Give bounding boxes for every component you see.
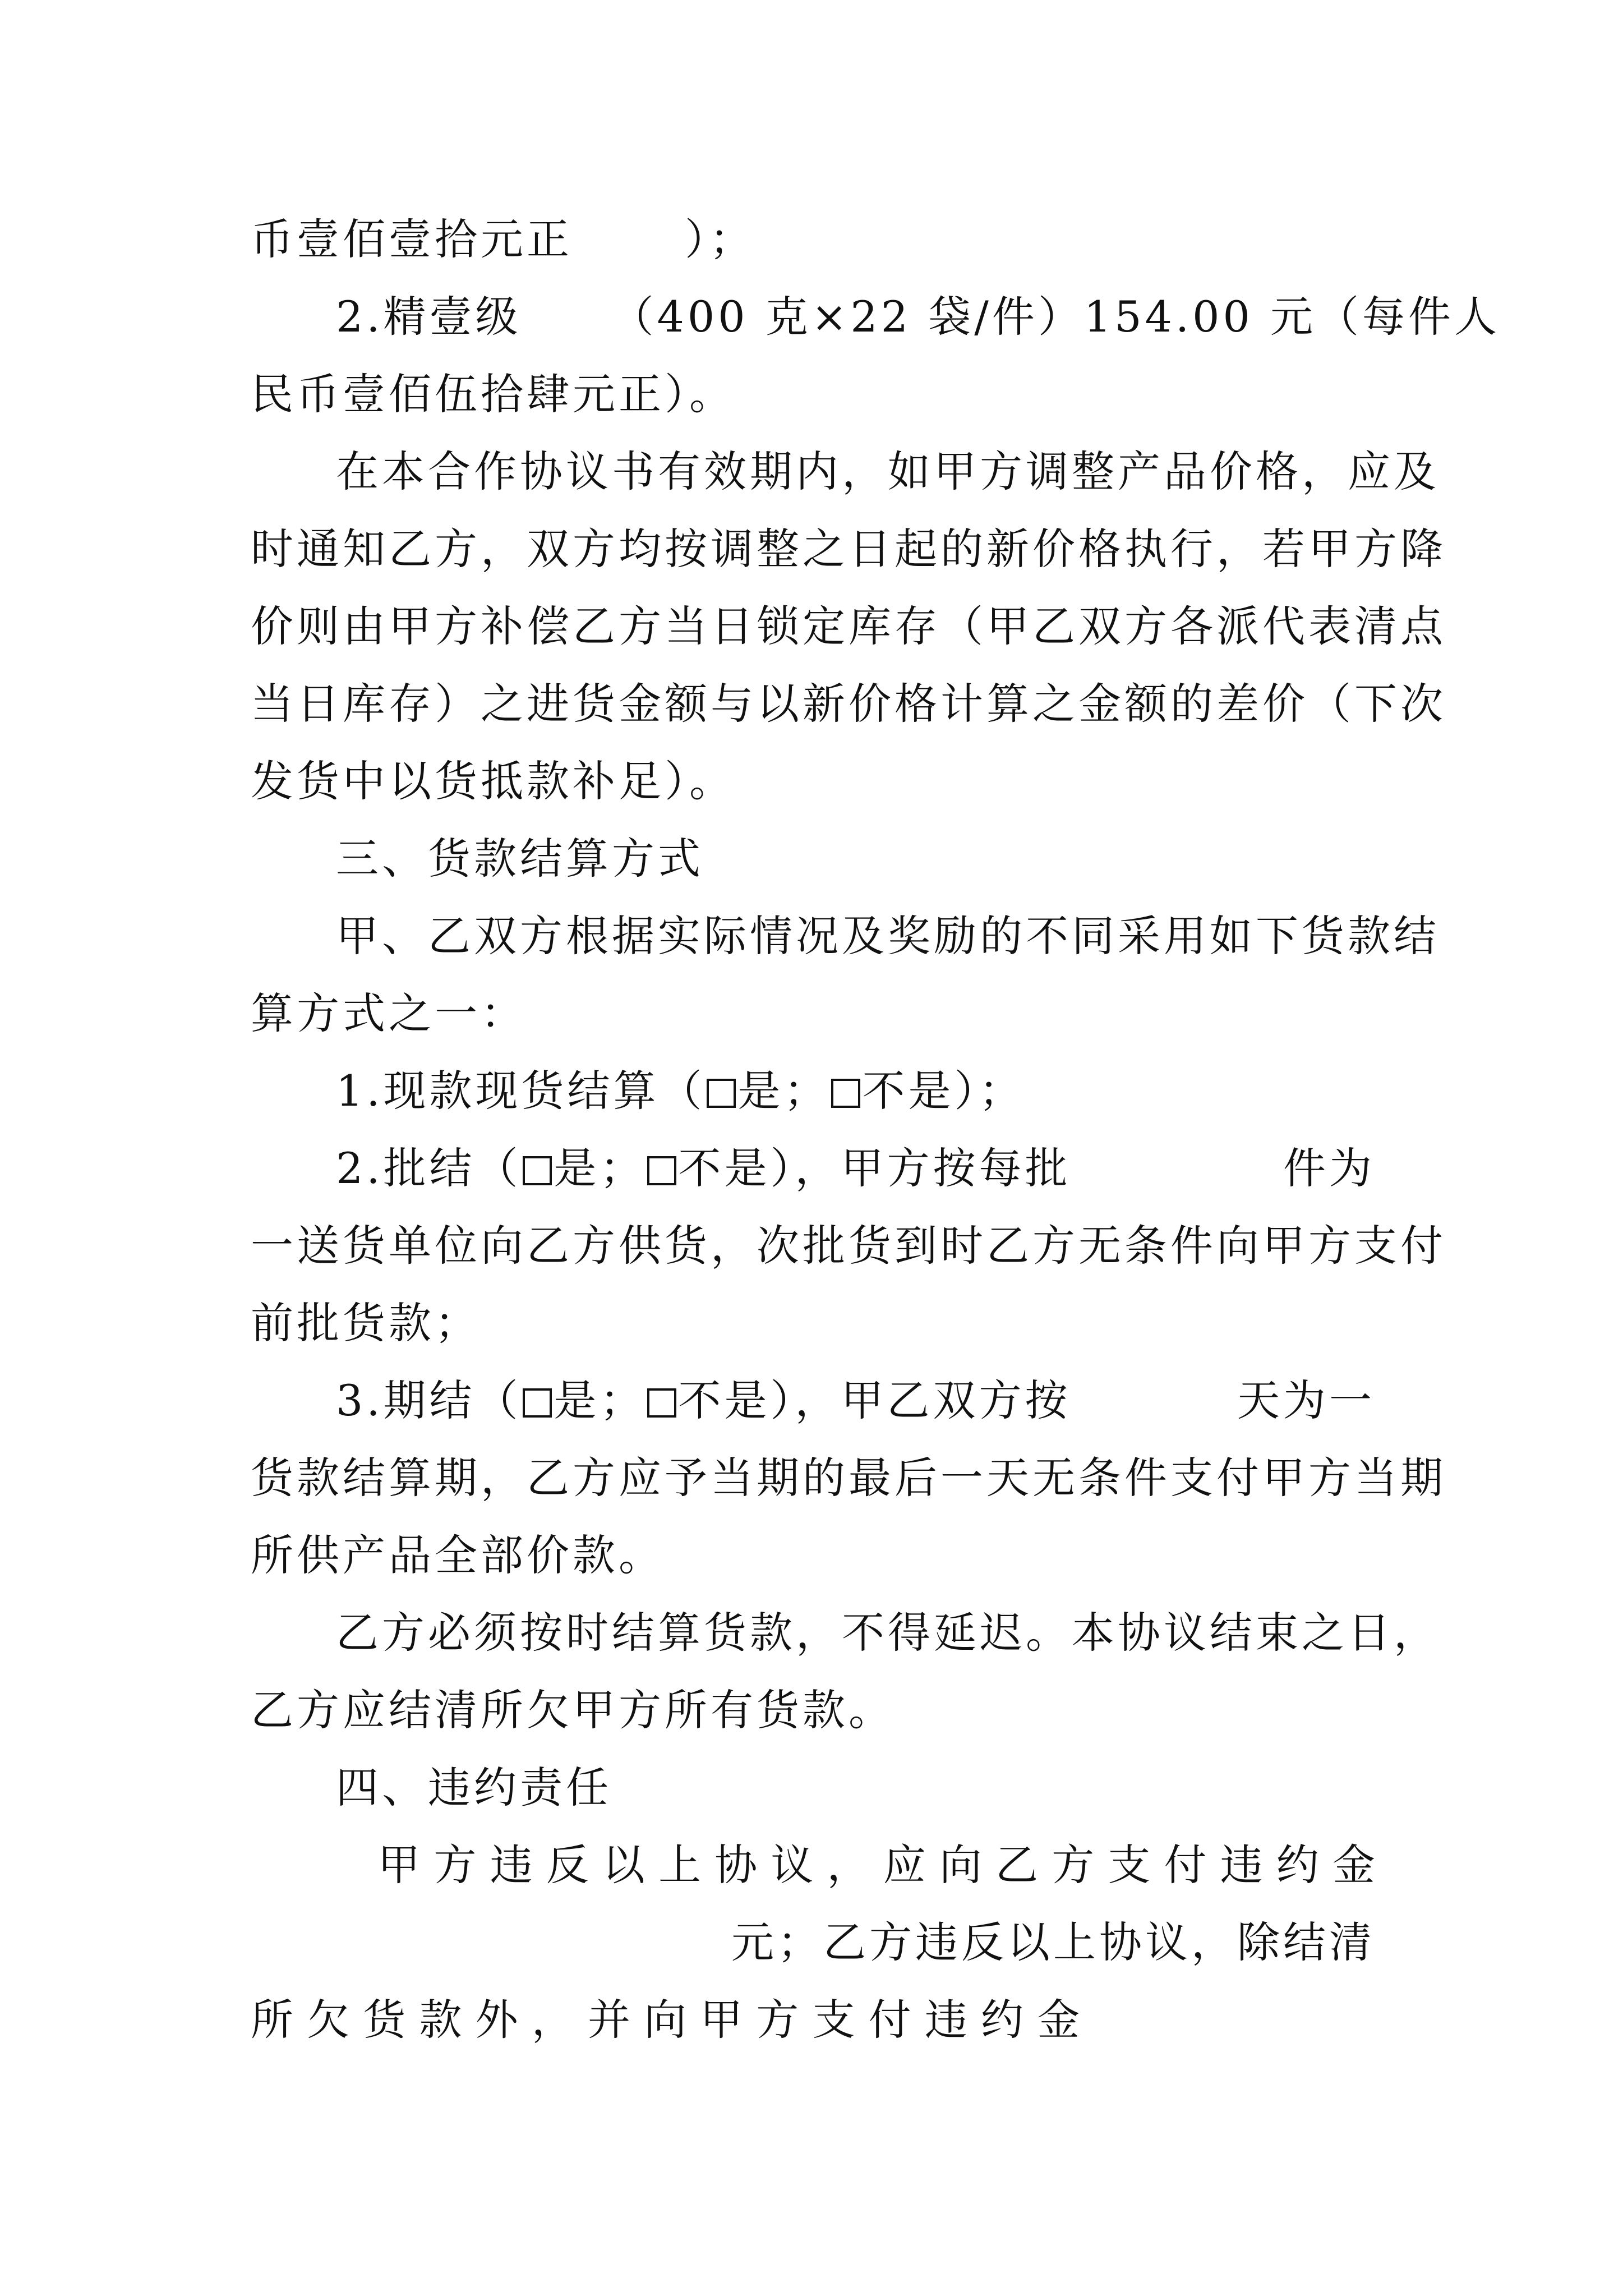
checkbox-icon [647,1388,676,1418]
paragraph-line: 当日库存）之进货金额与以新价格计算之金额的差价（下次 [251,679,1446,729]
text-segment: 1.现款现货结算（ [336,1066,706,1116]
text-segment: 件为 [1283,1143,1375,1193]
text-segment: 币壹佰壹拾元正 [251,214,573,264]
text-segment: 不是），甲方按每批 [678,1143,1071,1193]
paragraph-line: 发货中以货抵款补足）。 [251,756,735,806]
paragraph-line: 所 欠 货 款 外 ， 并 向 甲 方 支 付 违 约 金 [251,1995,1080,2045]
document-body [251,201,1500,2059]
list-item [251,1052,1375,1130]
text-line: 民币壹佰伍拾肆元正）。 [251,369,735,419]
text-segment: 元；乙方违反以上协议，除结清 [731,1917,1375,1967]
text-segment: 是； [554,1143,646,1193]
paragraph-line: 在本合作协议书有效期内，如甲方调整产品价格，应及 [336,447,1440,496]
checkbox-icon [523,1156,552,1185]
list-item [251,278,1500,356]
checkbox-icon [523,1388,552,1418]
checkbox-icon [647,1156,676,1185]
text-segment: 是； [737,1066,830,1116]
paragraph-line: 前批货款； [251,1298,481,1348]
text-segment: 不是），甲乙双方按 [678,1375,1071,1425]
paragraph-line [251,1904,1375,1981]
list-item [251,1130,1375,1207]
paragraph-line [251,1826,1375,1904]
paragraph-line: 乙方必须按时结算货款，不得延迟。本协议结束之日， [336,1608,1440,1658]
paragraph-line: 货款结算期，乙方应予当期的最后一天无条件支付甲方当期 [251,1453,1446,1503]
text-segment: 2.精壹级 [336,292,522,342]
text-segment: 不是）； [862,1066,1025,1116]
text-segment: 天为一 [1237,1375,1375,1425]
text-segment: 3.期结（ [336,1375,522,1425]
text-segment: 是； [554,1375,646,1425]
text-segment: ）； [685,214,755,264]
paragraph-line: 时通知乙方，双方均按调整之日起的新价格执行，若甲方降 [251,524,1446,574]
section-heading: 三、货款结算方式 [336,834,704,884]
text-segment: 2.批结（ [336,1143,522,1193]
paragraph-line: 所供产品全部价款。 [251,1530,665,1580]
checkbox-icon [707,1079,736,1108]
paragraph-line: 甲、乙双方根据实际情况及奖励的不同采用如下货款结 [336,911,1440,961]
paragraph-line: 一送货单位向乙方供货，次批货到时乙方无条件向甲方支付 [251,1221,1446,1271]
paragraph-line: 价则由甲方补偿乙方当日锁定库存（甲乙双方各派代表清点 [251,601,1446,651]
text-line [251,201,1375,278]
paragraph-line: 算方式之一： [251,988,527,1038]
text-segment: （400 克×22 袋/件）154.00 元（每件人 [611,292,1500,342]
checkbox-icon [831,1079,860,1108]
list-item [251,1362,1375,1439]
paragraph-line: 乙方应结清所欠甲方所有货款。 [251,1685,895,1735]
section-heading: 四、违约责任 [336,1763,612,1812]
text-segment: 甲 方 违 反 以 上 协 议 ， 应 向 乙 方 支 付 违 约 金 [377,1840,1375,1890]
